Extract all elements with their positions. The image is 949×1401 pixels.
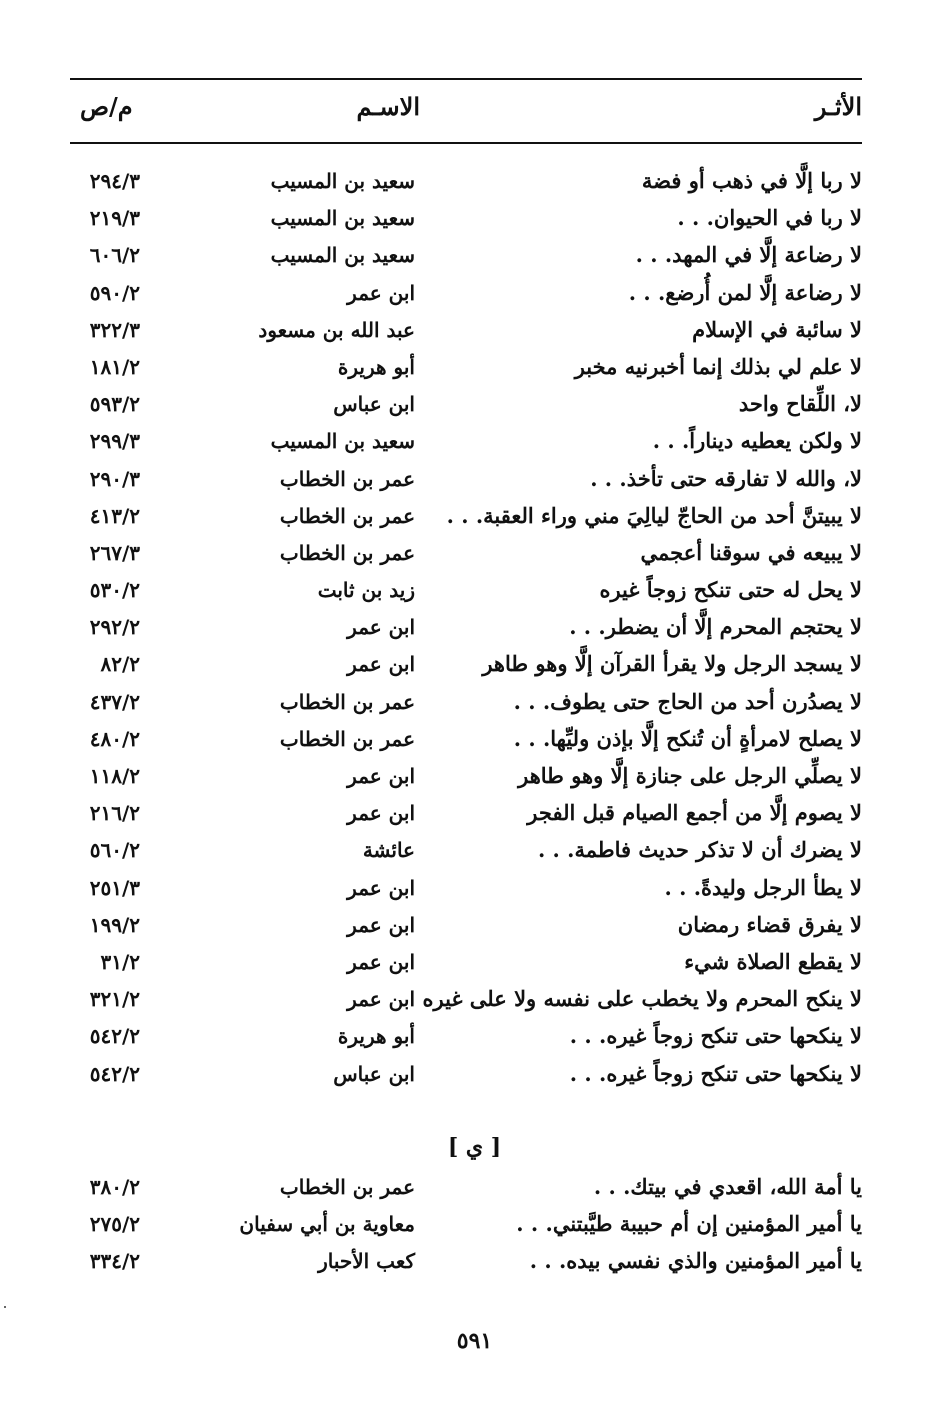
- table-row: [70, 796, 862, 833]
- table-row: [70, 1057, 862, 1094]
- volume-page-ref: ٣٢١/٢: [89, 987, 140, 1012]
- narrator-name: عمر بن الخطاب: [279, 540, 415, 565]
- section-heading-ya: [ ي ]: [447, 1134, 502, 1160]
- narrator-name: ابن عمر: [347, 764, 415, 788]
- table-row: [70, 982, 862, 1019]
- table-row: [70, 685, 862, 722]
- volume-page-ref: ٨٢/٢: [100, 652, 140, 677]
- volume-page-ref: ٥٦٠/٢: [89, 838, 140, 863]
- table-row: [70, 945, 862, 982]
- narrator-name: عمر بن الخطاب: [279, 1175, 415, 1199]
- table-row: [70, 610, 862, 647]
- volume-page-ref: ٢٩٠/٣: [89, 466, 140, 491]
- athar-text: لا يحل له حتى تنكح زوجاً غيره: [599, 577, 862, 603]
- athar-text: لا يصوم إلَّا من أجمع الصيام قبل الفجر: [527, 800, 862, 826]
- athar-text: لا ربا في الحيوان. . .: [677, 205, 862, 231]
- volume-page-ref: ٢١٩/٣: [89, 206, 140, 231]
- table-row: [70, 1170, 862, 1207]
- page-number: ٥٩١: [456, 1328, 493, 1354]
- top-rule: [70, 78, 862, 80]
- narrator-name: ابن عمر: [347, 652, 415, 677]
- narrator-name: معاوية بن أبي سفيان: [239, 1212, 415, 1237]
- entries-list: [70, 164, 862, 1094]
- volume-page-ref: ٢٩٢/٢: [89, 615, 140, 640]
- table-row: [70, 350, 862, 387]
- table-row: [70, 536, 862, 573]
- volume-page-ref: ٥٣٠/٢: [89, 578, 140, 603]
- athar-text: لا يصدُرن أحد من الحاج حتى يطوف. . .: [513, 688, 862, 714]
- narrator-name: ابن عمر: [347, 949, 415, 974]
- athar-text: لا يفرق قضاء رمضان: [677, 911, 862, 937]
- athar-text: لا يصلح لامرأةٍ أن تُنكح إلَّا بإذن وليِّها. . .: [513, 725, 862, 751]
- volume-page-ref: ٤٣٧/٢: [89, 689, 140, 714]
- athar-text: لا يسجد الرجل ولا يقرأ القرآن إلَّا وهو طاهر: [482, 651, 862, 677]
- narrator-name: ابن عباس: [333, 1061, 415, 1086]
- narrator-name: ابن عمر: [347, 912, 415, 937]
- table-row: [70, 722, 862, 759]
- volume-page-ref: ٤٨٠/٢: [89, 726, 140, 751]
- athar-text: لا ينكح المحرم ولا يخطب على نفسه ولا على غيره: [422, 986, 862, 1012]
- header-rule: [70, 142, 862, 144]
- table-row: [70, 276, 862, 313]
- narrator-name: كعب الأحبار: [318, 1249, 415, 1274]
- volume-page-ref: ٥٩٠/٢: [89, 280, 140, 305]
- narrator-name: زيد بن ثابت: [317, 578, 415, 603]
- athar-text: لا يبيتنَّ أحد من الحاجّ ليالِيَ مني وراء العقبة. . .: [446, 502, 862, 528]
- header-athar: الأثـر: [814, 92, 862, 121]
- narrator-name: عمر بن الخطاب: [279, 503, 415, 528]
- narrator-name: أبو هريرة: [337, 354, 415, 379]
- volume-page-ref: ٢٩٩/٣: [89, 429, 140, 454]
- athar-text: لا رضاعة إلَّا لمن أُرضع. . .: [628, 279, 862, 305]
- narrator-name: ابن عباس: [333, 392, 415, 417]
- volume-page-ref: ٥٩٣/٢: [89, 392, 140, 417]
- volume-page-ref: ٣٣٤/٢: [89, 1249, 140, 1274]
- table-row: [70, 647, 862, 684]
- athar-text: لا يقطع الصلاة شيء: [684, 948, 862, 974]
- athar-text: لا، والله لا تفارقه حتى تأخذ. . .: [590, 465, 862, 491]
- table-row: [70, 462, 862, 499]
- table-row: [70, 313, 862, 350]
- athar-text: يا أمير المؤمنين إن أم حبيبة طيَّبتني. . .: [516, 1211, 862, 1237]
- header-name: الاسـم: [356, 92, 420, 121]
- athar-text: يا أمة الله، اقعدي في بيتك. . .: [593, 1174, 862, 1199]
- volume-page-ref: ٢٩٤/٣: [89, 169, 140, 193]
- table-row: [70, 387, 862, 424]
- volume-page-ref: ٣٨٠/٢: [89, 1175, 140, 1199]
- narrator-name: سعيد بن المسيب: [270, 429, 415, 454]
- volume-page-ref: ٢٥١/٣: [89, 875, 140, 900]
- athar-text: لا ربا إلَّا في ذهب أو فضة: [641, 168, 862, 193]
- narrator-name: ابن عمر: [347, 801, 415, 826]
- header-ref: م/ص: [80, 92, 133, 121]
- volume-page-ref: ٣٢٢/٣: [89, 317, 140, 342]
- table-row: [70, 1019, 862, 1056]
- athar-text: يا أمير المؤمنين والذي نفسي بيده. . .: [529, 1248, 862, 1274]
- athar-text: لا ينكحها حتى تنكح زوجاً غيره. . .: [569, 1023, 862, 1049]
- volume-page-ref: ٥٤٢/٢: [89, 1024, 140, 1049]
- athar-text: لا ينكحها حتى تنكح زوجاً غيره. . .: [569, 1060, 862, 1086]
- volume-page-ref: ١١٨/٢: [89, 764, 140, 788]
- table-header: [70, 92, 862, 132]
- table-row: [70, 424, 862, 461]
- athar-text: لا يطأ الرجل وليدةً. . .: [664, 874, 862, 900]
- narrator-name: ابن عمر: [347, 875, 415, 900]
- narrator-name: عبد الله بن مسعود: [258, 317, 415, 342]
- narrator-name: ابن عمر: [347, 615, 415, 640]
- narrator-name: عمر بن الخطاب: [279, 689, 415, 714]
- volume-page-ref: ١٩٩/٢: [89, 912, 140, 937]
- volume-page-ref: ٣١/٢: [100, 949, 140, 974]
- table-row: [70, 759, 862, 796]
- volume-page-ref: ٥٤٢/٢: [89, 1061, 140, 1086]
- table-row: [70, 238, 862, 275]
- table-row: [70, 1207, 862, 1244]
- athar-text: لا يبيعه في سوقنا أعجمي: [640, 539, 862, 565]
- athar-text: لا ولكن يعطيه ديناراً. . .: [652, 428, 862, 454]
- athar-text: لا يحتجم المحرم إلَّا أن يضطر. . .: [569, 614, 862, 640]
- narrator-name: سعيد بن المسيب: [270, 169, 415, 193]
- athar-text: لا سائبة في الإسلام: [692, 316, 862, 342]
- scan-speck: [4, 1306, 6, 1308]
- table-row: [70, 908, 862, 945]
- volume-page-ref: ٦٠٦/٢: [89, 243, 140, 268]
- narrator-name: عائشة: [362, 838, 415, 863]
- narrator-name: ابن عمر: [347, 987, 415, 1012]
- table-row: [70, 201, 862, 238]
- table-row: [70, 164, 862, 201]
- table-row: [70, 833, 862, 870]
- volume-page-ref: ٢٦٧/٣: [89, 540, 140, 565]
- narrator-name: ابن عمر: [347, 280, 415, 305]
- narrator-name: عمر بن الخطاب: [279, 726, 415, 751]
- volume-page-ref: ٢٧٥/٢: [89, 1212, 140, 1237]
- narrator-name: سعيد بن المسيب: [270, 206, 415, 231]
- table-row: [70, 871, 862, 908]
- table-row: [70, 499, 862, 536]
- table-row: [70, 573, 862, 610]
- athar-text: لا رضاعة إلَّا في المهد. . .: [635, 242, 862, 268]
- table-row: [70, 1244, 862, 1281]
- athar-text: لا، اللِّقاح واحد: [738, 391, 862, 417]
- athar-text: لا يصلِّي الرجل على جنازة إلَّا وهو طاهر: [518, 763, 862, 788]
- volume-page-ref: ١٨١/٢: [89, 354, 140, 379]
- athar-text: لا علم لي بذلك إنما أخبرنيه مخبر: [574, 353, 862, 379]
- narrator-name: عمر بن الخطاب: [279, 466, 415, 491]
- volume-page-ref: ٤١٣/٢: [89, 503, 140, 528]
- narrator-name: سعيد بن المسيب: [270, 243, 415, 268]
- narrator-name: أبو هريرة: [337, 1024, 415, 1049]
- athar-text: لا يضرك أن لا تذكر حديث فاطمة. . .: [537, 837, 862, 863]
- volume-page-ref: ٢١٦/٢: [89, 801, 140, 826]
- section-entries-list: [70, 1170, 862, 1282]
